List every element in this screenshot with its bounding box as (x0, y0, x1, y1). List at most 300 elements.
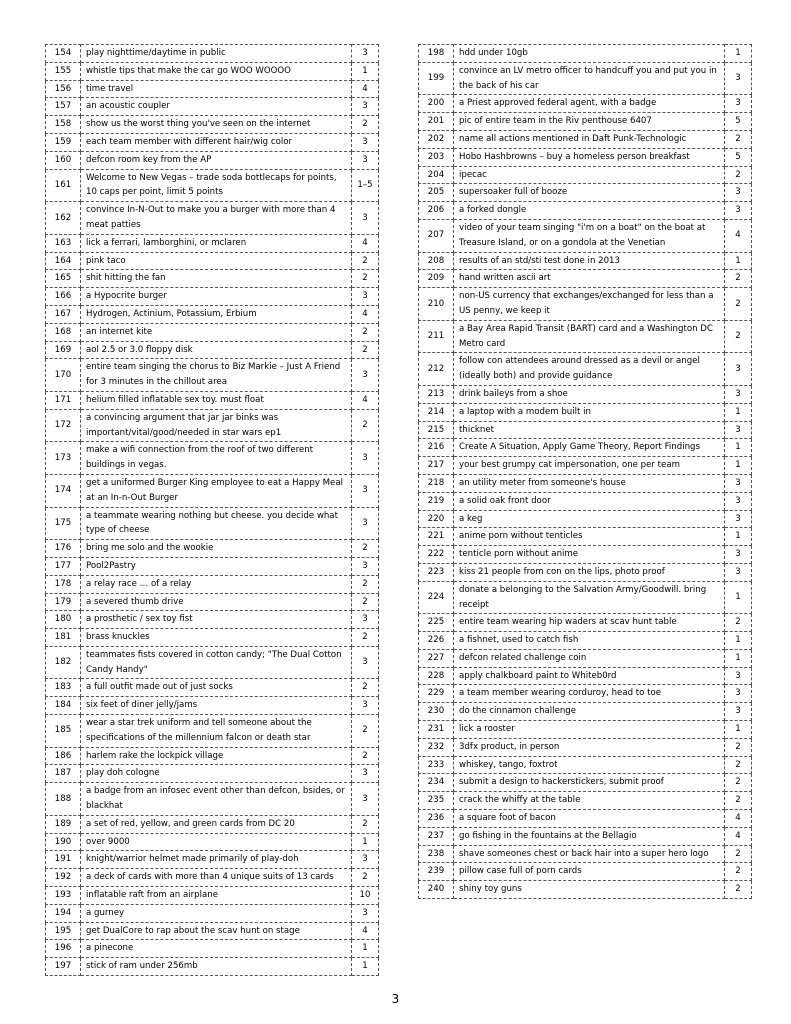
item-number: 171 (46, 391, 81, 409)
item-number: 179 (46, 593, 81, 611)
item-points: 2 (352, 815, 379, 833)
item-description: inflatable raft from an airplane (81, 887, 352, 905)
table-row (419, 439, 752, 457)
item-number: 199 (419, 62, 454, 95)
item-description: lick a ferrari, lamborghini, or mclaren (81, 234, 352, 252)
table-row (419, 738, 752, 756)
table-row (46, 593, 379, 611)
item-number: 221 (419, 528, 454, 546)
page-number: 3 (391, 992, 400, 1006)
item-number: 181 (46, 629, 81, 647)
item-number: 161 (46, 169, 81, 202)
table-row (46, 904, 379, 922)
table-row (419, 130, 752, 148)
item-points: 3 (725, 510, 752, 528)
item-number: 154 (46, 45, 81, 63)
item-description: drink baileys from a shoe (454, 385, 725, 403)
table-row (46, 869, 379, 887)
item-number: 228 (419, 667, 454, 685)
table-row (46, 887, 379, 905)
item-description: a deck of cards with more than 4 unique suits of 13 cards (81, 869, 352, 887)
item-description: play nighttime/daytime in public (81, 45, 352, 63)
item-number: 229 (419, 685, 454, 703)
item-description: ipecac (454, 166, 725, 184)
table-row (419, 827, 752, 845)
item-number: 238 (419, 845, 454, 863)
item-points: 3 (352, 288, 379, 306)
item-description: shit hitting the fan (81, 270, 352, 288)
table-row (419, 792, 752, 810)
item-description: thicknet (454, 421, 725, 439)
item-description: a keg (454, 510, 725, 528)
table-row (419, 845, 752, 863)
table-row (419, 288, 752, 321)
item-number: 211 (419, 320, 454, 353)
table-row (419, 667, 752, 685)
item-description: brass knuckles (81, 629, 352, 647)
item-points: 3 (352, 151, 379, 169)
table-row (419, 774, 752, 792)
item-description: hand written ascii art (454, 270, 725, 288)
item-points: 3 (725, 353, 752, 386)
table-row (419, 563, 752, 581)
table-row (419, 685, 752, 703)
item-description: aol 2.5 or 3.0 floppy disk (81, 341, 352, 359)
item-description: video of your team singing "i'm on a boat" on the boat at Treasure Island, or on a gondola at the Venetian (454, 219, 725, 252)
table-row (419, 270, 752, 288)
item-points: 4 (352, 234, 379, 252)
item-points: 2 (725, 738, 752, 756)
item-description: crack the whiffy at the table (454, 792, 725, 810)
item-points: 1 (725, 403, 752, 421)
item-number: 170 (46, 359, 81, 392)
item-number: 227 (419, 649, 454, 667)
item-number: 203 (419, 148, 454, 166)
item-description: a square foot of bacon (454, 810, 725, 828)
table-row (419, 492, 752, 510)
item-description: a gurney (81, 904, 352, 922)
item-number: 213 (419, 385, 454, 403)
item-points: 3 (352, 474, 379, 507)
item-number: 218 (419, 474, 454, 492)
item-number: 202 (419, 130, 454, 148)
item-description: play doh cologne (81, 765, 352, 783)
item-points: 3 (352, 904, 379, 922)
item-points: 4 (352, 80, 379, 98)
table-row (419, 510, 752, 528)
item-description: your best grumpy cat impersonation, one per team (454, 457, 725, 475)
item-points: 4 (352, 391, 379, 409)
item-points: 2 (725, 756, 752, 774)
item-number: 205 (419, 184, 454, 202)
table-row (46, 442, 379, 475)
item-number: 195 (46, 922, 81, 940)
table-row (419, 45, 752, 63)
item-points: 4 (352, 305, 379, 323)
item-points: 3 (352, 611, 379, 629)
left-item-table (45, 44, 379, 976)
item-points: 3 (352, 507, 379, 540)
item-number: 235 (419, 792, 454, 810)
item-number: 224 (419, 581, 454, 614)
table-row (419, 614, 752, 632)
item-description: donate a belonging to the Salvation Army/Goodwill. bring receipt (454, 581, 725, 614)
table-row (46, 270, 379, 288)
item-description: pic of entire team in the Riv penthouse 6407 (454, 113, 725, 131)
table-row (46, 940, 379, 958)
table-row (419, 810, 752, 828)
table-row (46, 341, 379, 359)
table-row (46, 116, 379, 134)
item-points: 3 (352, 646, 379, 679)
item-description: defcon related challenge coin (454, 649, 725, 667)
table-row (419, 252, 752, 270)
table-row (46, 133, 379, 151)
item-description: results of an std/sti test done in 2013 (454, 252, 725, 270)
item-description: supersoaker full of booze (454, 184, 725, 202)
item-number: 240 (419, 881, 454, 899)
table-row (46, 540, 379, 558)
item-number: 231 (419, 721, 454, 739)
item-number: 210 (419, 288, 454, 321)
item-description: a convincing argument that jar jar binks was important/vital/good/needed in star wars ep1 (81, 409, 352, 442)
item-description: knight/warrior helmet made primarily of play-doh (81, 851, 352, 869)
item-description: a pinecone (81, 940, 352, 958)
table-row (419, 721, 752, 739)
item-number: 166 (46, 288, 81, 306)
item-number: 165 (46, 270, 81, 288)
item-number: 208 (419, 252, 454, 270)
item-points: 3 (352, 45, 379, 63)
table-row (46, 783, 379, 816)
table-row (46, 715, 379, 748)
item-number: 187 (46, 765, 81, 783)
item-description: whiskey, tango, foxtrot (454, 756, 725, 774)
item-number: 234 (419, 774, 454, 792)
item-number: 156 (46, 80, 81, 98)
table-row (46, 305, 379, 323)
table-row (46, 557, 379, 575)
item-points: 3 (352, 557, 379, 575)
item-description: convince an LV metro officer to handcuff you and put you in the back of his car (454, 62, 725, 95)
item-points: 1 (725, 581, 752, 614)
item-points: 3 (352, 442, 379, 475)
table-row (46, 202, 379, 235)
item-points: 2 (725, 320, 752, 353)
item-points: 2 (352, 629, 379, 647)
table-row (419, 546, 752, 564)
item-points: 1–5 (352, 169, 379, 202)
table-row (419, 62, 752, 95)
item-description: go fishing in the fountains at the Bellagio (454, 827, 725, 845)
item-points: 3 (352, 851, 379, 869)
item-points: 2 (352, 116, 379, 134)
item-number: 236 (419, 810, 454, 828)
item-points: 2 (725, 845, 752, 863)
table-row (46, 169, 379, 202)
item-number: 200 (419, 95, 454, 113)
table-row (46, 80, 379, 98)
item-description: a prosthetic / sex toy fist (81, 611, 352, 629)
item-description: follow con attendees around dressed as a devil or angel (ideally both) and provide guidance (454, 353, 725, 386)
item-number: 177 (46, 557, 81, 575)
item-points: 3 (725, 95, 752, 113)
table-row (46, 234, 379, 252)
item-points: 4 (725, 219, 752, 252)
item-description: non-US currency that exchanges/exchanged for less than a US penny, we keep it (454, 288, 725, 321)
item-number: 175 (46, 507, 81, 540)
item-points: 4 (352, 922, 379, 940)
item-description: pink taco (81, 252, 352, 270)
item-description: do the cinnamon challenge (454, 703, 725, 721)
item-number: 159 (46, 133, 81, 151)
item-points: 1 (725, 252, 752, 270)
table-row (419, 385, 752, 403)
item-number: 204 (419, 166, 454, 184)
item-number: 201 (419, 113, 454, 131)
item-description: get a uniformed Burger King employee to eat a Happy Meal at an In-n-Out Burger (81, 474, 352, 507)
table-row (46, 45, 379, 63)
item-points: 1 (725, 439, 752, 457)
item-points: 3 (352, 202, 379, 235)
table-row (419, 457, 752, 475)
item-points: 2 (352, 540, 379, 558)
item-description: Pool2Pastry (81, 557, 352, 575)
item-description: a badge from an infosec event other than defcon, bsides, or blackhat (81, 783, 352, 816)
table-row (419, 320, 752, 353)
item-description: over 9000 (81, 833, 352, 851)
table-row (46, 922, 379, 940)
item-description: show us the worst thing you've seen on the internet (81, 116, 352, 134)
item-description: stick of ram under 256mb (81, 958, 352, 976)
item-points: 1 (352, 958, 379, 976)
item-description: hdd under 10gb (454, 45, 725, 63)
item-number: 185 (46, 715, 81, 748)
item-description: a teammate wearing nothing but cheese. you decide what type of cheese (81, 507, 352, 540)
table-row (419, 202, 752, 220)
table-row (419, 95, 752, 113)
item-description: apply chalkboard paint to Whiteb0rd (454, 667, 725, 685)
item-description: a relay race … of a relay (81, 575, 352, 593)
item-number: 189 (46, 815, 81, 833)
item-points: 3 (725, 546, 752, 564)
item-points: 2 (725, 881, 752, 899)
item-number: 168 (46, 323, 81, 341)
item-description: make a wifi connection from the roof of two different buildings in vegas. (81, 442, 352, 475)
item-description: an utility meter from someone's house (454, 474, 725, 492)
item-number: 239 (419, 863, 454, 881)
item-description: anime porn without tenticles (454, 528, 725, 546)
item-description: a fishnet, used to catch fish (454, 632, 725, 650)
item-description: entire team singing the chorus to Biz Markie – Just A Friend for 3 minutes in the chillout area (81, 359, 352, 392)
table-row (419, 353, 752, 386)
table-row (419, 703, 752, 721)
item-number: 237 (419, 827, 454, 845)
item-number: 217 (419, 457, 454, 475)
item-number: 193 (46, 887, 81, 905)
item-number: 219 (419, 492, 454, 510)
table-row (46, 646, 379, 679)
item-points: 10 (352, 887, 379, 905)
item-points: 1 (725, 457, 752, 475)
item-description: a Bay Area Rapid Transit (BART) card and a Washington DC Metro card (454, 320, 725, 353)
item-description: time travel (81, 80, 352, 98)
table-row (419, 113, 752, 131)
item-number: 220 (419, 510, 454, 528)
table-row (419, 581, 752, 614)
item-points: 2 (725, 792, 752, 810)
item-points: 3 (725, 62, 752, 95)
item-number: 212 (419, 353, 454, 386)
item-description: a team member wearing corduroy, head to toe (454, 685, 725, 703)
item-points: 3 (352, 783, 379, 816)
item-number: 215 (419, 421, 454, 439)
item-description: an internet kite (81, 323, 352, 341)
item-points: 1 (352, 62, 379, 80)
table-row (46, 288, 379, 306)
item-number: 225 (419, 614, 454, 632)
item-points: 1 (725, 632, 752, 650)
item-points: 4 (725, 827, 752, 845)
item-points: 2 (725, 166, 752, 184)
table-row (46, 359, 379, 392)
item-number: 196 (46, 940, 81, 958)
item-points: 3 (725, 385, 752, 403)
item-description: a forked dongle (454, 202, 725, 220)
item-points: 3 (725, 474, 752, 492)
item-description: whistle tips that make the car go WOO WOOOO (81, 62, 352, 80)
item-points: 2 (352, 715, 379, 748)
item-number: 233 (419, 756, 454, 774)
table-row (419, 528, 752, 546)
table-row (419, 421, 752, 439)
item-points: 3 (352, 765, 379, 783)
item-description: submit a design to hackerstickers, submit proof (454, 774, 725, 792)
item-points: 2 (352, 341, 379, 359)
table-row (46, 697, 379, 715)
item-points: 2 (725, 288, 752, 321)
item-points: 4 (725, 810, 752, 828)
item-points: 1 (725, 649, 752, 667)
item-points: 5 (725, 148, 752, 166)
item-description: pillow case full of porn cards (454, 863, 725, 881)
item-number: 190 (46, 833, 81, 851)
item-description: a full outfit made out of just socks (81, 679, 352, 697)
item-description: Hobo Hashbrowns – buy a homeless person breakfast (454, 148, 725, 166)
item-description: tenticle porn without anime (454, 546, 725, 564)
item-number: 222 (419, 546, 454, 564)
table-row (419, 148, 752, 166)
item-points: 2 (352, 679, 379, 697)
item-description: helium filled inflatable sex toy. must float (81, 391, 352, 409)
item-description: shave someones chest or back hair into a super hero logo (454, 845, 725, 863)
item-points: 3 (725, 492, 752, 510)
item-number: 226 (419, 632, 454, 650)
item-points: 2 (352, 409, 379, 442)
item-description: shiny toy guns (454, 881, 725, 899)
item-points: 2 (352, 593, 379, 611)
table-row (419, 863, 752, 881)
item-number: 206 (419, 202, 454, 220)
table-row (46, 151, 379, 169)
item-description: a Priest approved federal agent, with a badge (454, 95, 725, 113)
item-number: 158 (46, 116, 81, 134)
item-number: 162 (46, 202, 81, 235)
item-points: 3 (725, 202, 752, 220)
item-points: 2 (352, 575, 379, 593)
item-points: 1 (352, 833, 379, 851)
item-description: lick a rooster (454, 721, 725, 739)
item-points: 3 (725, 667, 752, 685)
item-number: 223 (419, 563, 454, 581)
item-description: a Hypocrite burger (81, 288, 352, 306)
item-points: 2 (352, 747, 379, 765)
table-row (419, 403, 752, 421)
item-description: defcon room key from the AP (81, 151, 352, 169)
item-points: 3 (352, 133, 379, 151)
item-description: name all actions mentioned in Daft Punk-Technologic (454, 130, 725, 148)
item-number: 209 (419, 270, 454, 288)
item-number: 176 (46, 540, 81, 558)
item-description: a solid oak front door (454, 492, 725, 510)
table-row (419, 184, 752, 202)
item-points: 2 (352, 323, 379, 341)
item-points: 2 (352, 252, 379, 270)
item-points: 3 (725, 184, 752, 202)
table-row (46, 575, 379, 593)
item-points: 1 (725, 721, 752, 739)
item-description: Welcome to New Vegas – trade soda bottlecaps for points, 10 caps per point, limit 5 points (81, 169, 352, 202)
item-number: 192 (46, 869, 81, 887)
item-points: 3 (725, 685, 752, 703)
item-description: kiss 21 people from con on the lips, photo proof (454, 563, 725, 581)
item-points: 5 (725, 113, 752, 131)
item-number: 178 (46, 575, 81, 593)
item-description: teammates fists covered in cotton candy; "The Dual Cotton Candy Handy" (81, 646, 352, 679)
table-row (46, 323, 379, 341)
item-description: get DualCore to rap about the scav hunt on stage (81, 922, 352, 940)
item-number: 194 (46, 904, 81, 922)
item-number: 172 (46, 409, 81, 442)
item-points: 2 (725, 614, 752, 632)
table-row (46, 958, 379, 976)
item-points: 3 (725, 703, 752, 721)
item-number: 182 (46, 646, 81, 679)
item-points: 2 (352, 270, 379, 288)
table-row (419, 166, 752, 184)
item-number: 214 (419, 403, 454, 421)
item-number: 169 (46, 341, 81, 359)
item-points: 3 (725, 421, 752, 439)
item-description: a severed thumb drive (81, 593, 352, 611)
table-row (419, 219, 752, 252)
table-row (46, 815, 379, 833)
item-number: 157 (46, 98, 81, 116)
item-points: 3 (352, 359, 379, 392)
item-description: an acoustic coupler (81, 98, 352, 116)
item-number: 184 (46, 697, 81, 715)
item-description: 3dfx product, in person (454, 738, 725, 756)
table-row (46, 252, 379, 270)
table-row (46, 611, 379, 629)
item-number: 164 (46, 252, 81, 270)
item-description: each team member with different hair/wig color (81, 133, 352, 151)
item-points: 1 (725, 528, 752, 546)
item-description: Create A Situation, Apply Game Theory, Report Findings (454, 439, 725, 457)
table-row (419, 756, 752, 774)
table-row (46, 851, 379, 869)
item-points: 2 (725, 130, 752, 148)
